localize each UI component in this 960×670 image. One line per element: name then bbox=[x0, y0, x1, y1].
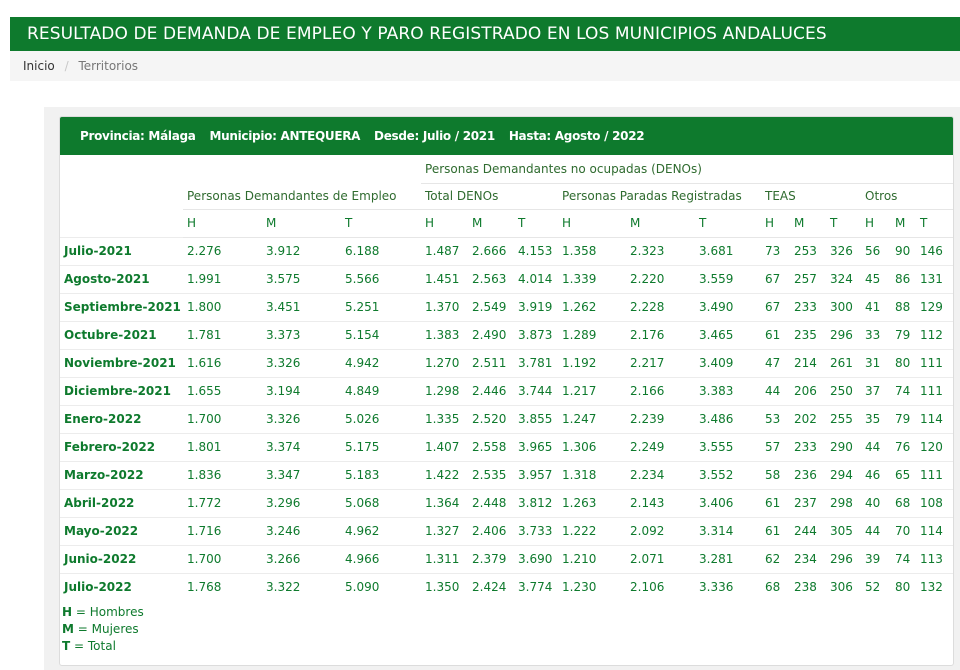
table-cell: 1.247 bbox=[558, 405, 626, 433]
row-month: Enero-2022 bbox=[60, 405, 183, 433]
table-row bbox=[60, 489, 954, 517]
denos-group-header: Personas Demandantes no ocupadas (DENOs) bbox=[421, 155, 954, 183]
table-cell: 5.068 bbox=[341, 489, 421, 517]
table-cell: 113 bbox=[916, 545, 954, 573]
table-cell: 90 bbox=[891, 237, 916, 265]
table-cell: 3.347 bbox=[262, 461, 341, 489]
table-cell: 47 bbox=[761, 349, 790, 377]
table-cell: 112 bbox=[916, 321, 954, 349]
table-cell: 238 bbox=[790, 573, 826, 601]
content-area bbox=[44, 107, 960, 670]
table-cell: 74 bbox=[891, 377, 916, 405]
table-cell: 3.451 bbox=[262, 293, 341, 321]
table-cell: 244 bbox=[790, 517, 826, 545]
table-cell: 4.966 bbox=[341, 545, 421, 573]
table-cell: 2.217 bbox=[626, 349, 695, 377]
desde-label: Desde: Julio / 2021 bbox=[374, 129, 495, 143]
table-row bbox=[60, 377, 954, 405]
table-cell: 2.446 bbox=[468, 377, 514, 405]
table-cell: 35 bbox=[861, 405, 891, 433]
table-cell: 1.700 bbox=[183, 405, 262, 433]
table-cell: 3.326 bbox=[262, 405, 341, 433]
table-cell: 1.700 bbox=[183, 545, 262, 573]
table-cell: 56 bbox=[861, 237, 891, 265]
table-cell: 2.535 bbox=[468, 461, 514, 489]
table-cell: 305 bbox=[826, 517, 861, 545]
table-cell: 1.716 bbox=[183, 517, 262, 545]
table-cell: 2.234 bbox=[626, 461, 695, 489]
table-cell: 1.230 bbox=[558, 573, 626, 601]
table-cell: 257 bbox=[790, 265, 826, 293]
table-cell: 3.681 bbox=[695, 237, 761, 265]
table-cell: 3.322 bbox=[262, 573, 341, 601]
table-cell: 2.323 bbox=[626, 237, 695, 265]
column-header-13: M bbox=[891, 209, 916, 237]
table-cell: 67 bbox=[761, 265, 790, 293]
table-cell: 2.276 bbox=[183, 237, 262, 265]
table-row bbox=[60, 293, 954, 321]
table-cell: 236 bbox=[790, 461, 826, 489]
table-cell: 1.655 bbox=[183, 377, 262, 405]
table-cell: 33 bbox=[861, 321, 891, 349]
table-cell: 129 bbox=[916, 293, 954, 321]
table-cell: 39 bbox=[861, 545, 891, 573]
table-cell: 3.690 bbox=[514, 545, 558, 573]
table-cell: 1.781 bbox=[183, 321, 262, 349]
legend-text: = Total bbox=[70, 639, 116, 653]
table-cell: 1.370 bbox=[421, 293, 468, 321]
table-cell: 253 bbox=[790, 237, 826, 265]
table-cell: 1.358 bbox=[558, 237, 626, 265]
table-cell: 111 bbox=[916, 349, 954, 377]
column-header-2: T bbox=[341, 209, 421, 237]
table-cell: 3.486 bbox=[695, 405, 761, 433]
table-cell: 5.090 bbox=[341, 573, 421, 601]
column-header-3: H bbox=[421, 209, 468, 237]
table-cell: 3.194 bbox=[262, 377, 341, 405]
table-cell: 67 bbox=[761, 293, 790, 321]
table-cell: 3.336 bbox=[695, 573, 761, 601]
teas-header: TEAS bbox=[761, 183, 861, 209]
table-cell: 1.451 bbox=[421, 265, 468, 293]
legend-text: = Hombres bbox=[72, 605, 144, 619]
table-cell: 61 bbox=[761, 517, 790, 545]
otros-header: Otros bbox=[861, 183, 954, 209]
column-header-6: H bbox=[558, 209, 626, 237]
table-cell: 79 bbox=[891, 405, 916, 433]
paradas-header: Personas Paradas Registradas bbox=[558, 183, 761, 209]
table-cell: 300 bbox=[826, 293, 861, 321]
table-cell: 80 bbox=[891, 349, 916, 377]
table-cell: 65 bbox=[891, 461, 916, 489]
table-cell: 3.374 bbox=[262, 433, 341, 461]
results-table bbox=[60, 155, 954, 601]
table-cell: 5.154 bbox=[341, 321, 421, 349]
provincia-label: Provincia: Málaga bbox=[80, 129, 196, 143]
table-cell: 3.781 bbox=[514, 349, 558, 377]
row-month: Junio-2022 bbox=[60, 545, 183, 573]
table-cell: 2.092 bbox=[626, 517, 695, 545]
table-cell: 3.873 bbox=[514, 321, 558, 349]
table-cell: 306 bbox=[826, 573, 861, 601]
table-cell: 41 bbox=[861, 293, 891, 321]
table-cell: 2.563 bbox=[468, 265, 514, 293]
table-row bbox=[60, 573, 954, 601]
row-month: Julio-2022 bbox=[60, 573, 183, 601]
table-cell: 5.183 bbox=[341, 461, 421, 489]
table-cell: 68 bbox=[891, 489, 916, 517]
table-cell: 235 bbox=[790, 321, 826, 349]
column-header-14: T bbox=[916, 209, 954, 237]
table-cell: 6.188 bbox=[341, 237, 421, 265]
total-denos-header: Total DENOs bbox=[421, 183, 558, 209]
table-cell: 1.318 bbox=[558, 461, 626, 489]
table-cell: 3.855 bbox=[514, 405, 558, 433]
row-month: Agosto-2021 bbox=[60, 265, 183, 293]
column-header-5: T bbox=[514, 209, 558, 237]
table-cell: 1.263 bbox=[558, 489, 626, 517]
table-cell: 3.559 bbox=[695, 265, 761, 293]
table-cell: 2.511 bbox=[468, 349, 514, 377]
table-cell: 1.222 bbox=[558, 517, 626, 545]
table-cell: 1.487 bbox=[421, 237, 468, 265]
table-cell: 3.266 bbox=[262, 545, 341, 573]
column-header-8: T bbox=[695, 209, 761, 237]
table-cell: 1.262 bbox=[558, 293, 626, 321]
table-cell: 3.965 bbox=[514, 433, 558, 461]
table-cell: 5.026 bbox=[341, 405, 421, 433]
table-row bbox=[60, 545, 954, 573]
table-cell: 62 bbox=[761, 545, 790, 573]
table-row bbox=[60, 461, 954, 489]
table-row bbox=[60, 265, 954, 293]
table-cell: 233 bbox=[790, 433, 826, 461]
municipio-label: Municipio: ANTEQUERA bbox=[209, 129, 361, 143]
table-cell: 5.175 bbox=[341, 433, 421, 461]
table-cell: 111 bbox=[916, 377, 954, 405]
table-cell: 296 bbox=[826, 321, 861, 349]
table-cell: 46 bbox=[861, 461, 891, 489]
table-cell: 5.566 bbox=[341, 265, 421, 293]
breadcrumb-separator: / bbox=[64, 59, 69, 73]
legend-key: M bbox=[62, 622, 74, 636]
table-cell: 2.106 bbox=[626, 573, 695, 601]
table-cell: 3.314 bbox=[695, 517, 761, 545]
table-cell: 3.575 bbox=[262, 265, 341, 293]
table-cell: 3.246 bbox=[262, 517, 341, 545]
column-header-9: H bbox=[761, 209, 790, 237]
table-cell: 79 bbox=[891, 321, 916, 349]
table-cell: 4.849 bbox=[341, 377, 421, 405]
table-cell: 44 bbox=[761, 377, 790, 405]
table-cell: 108 bbox=[916, 489, 954, 517]
table-cell: 5.251 bbox=[341, 293, 421, 321]
table-cell: 290 bbox=[826, 433, 861, 461]
legend bbox=[62, 604, 144, 655]
table-cell: 3.552 bbox=[695, 461, 761, 489]
table-cell: 1.327 bbox=[421, 517, 468, 545]
table-cell: 3.812 bbox=[514, 489, 558, 517]
row-month: Noviembre-2021 bbox=[60, 349, 183, 377]
table-cell: 3.406 bbox=[695, 489, 761, 517]
row-month: Diciembre-2021 bbox=[60, 377, 183, 405]
table-cell: 2.071 bbox=[626, 545, 695, 573]
table-cell: 2.220 bbox=[626, 265, 695, 293]
table-cell: 3.373 bbox=[262, 321, 341, 349]
table-cell: 40 bbox=[861, 489, 891, 517]
table-cell: 1.364 bbox=[421, 489, 468, 517]
table-cell: 76 bbox=[891, 433, 916, 461]
table-cell: 70 bbox=[891, 517, 916, 545]
table-cell: 234 bbox=[790, 545, 826, 573]
table-cell: 326 bbox=[826, 237, 861, 265]
table-cell: 3.465 bbox=[695, 321, 761, 349]
table-cell: 45 bbox=[861, 265, 891, 293]
row-month: Febrero-2022 bbox=[60, 433, 183, 461]
table-cell: 2.448 bbox=[468, 489, 514, 517]
table-cell: 61 bbox=[761, 321, 790, 349]
table-cell: 80 bbox=[891, 573, 916, 601]
table-cell: 1.350 bbox=[421, 573, 468, 601]
hasta-label: Hasta: Agosto / 2022 bbox=[508, 129, 645, 143]
table-cell: 1.991 bbox=[183, 265, 262, 293]
table-cell: 1.339 bbox=[558, 265, 626, 293]
table-cell: 4.962 bbox=[341, 517, 421, 545]
table-cell: 3.555 bbox=[695, 433, 761, 461]
table-cell: 255 bbox=[826, 405, 861, 433]
row-month: Abril-2022 bbox=[60, 489, 183, 517]
table-cell: 3.919 bbox=[514, 293, 558, 321]
legend-item bbox=[62, 638, 144, 655]
row-month: Mayo-2022 bbox=[60, 517, 183, 545]
column-header-12: H bbox=[861, 209, 891, 237]
table-cell: 1.217 bbox=[558, 377, 626, 405]
filter-summary bbox=[60, 117, 953, 155]
table-cell: 73 bbox=[761, 237, 790, 265]
table-cell: 74 bbox=[891, 545, 916, 573]
table-cell: 57 bbox=[761, 433, 790, 461]
table-row bbox=[60, 349, 954, 377]
table-cell: 206 bbox=[790, 377, 826, 405]
table-cell: 44 bbox=[861, 517, 891, 545]
table-row bbox=[60, 517, 954, 545]
table-cell: 31 bbox=[861, 349, 891, 377]
row-month: Septiembre-2021 bbox=[60, 293, 183, 321]
table-cell: 2.176 bbox=[626, 321, 695, 349]
table-cell: 1.836 bbox=[183, 461, 262, 489]
demandantes-header: Personas Demandantes de Empleo bbox=[183, 183, 421, 209]
breadcrumb bbox=[10, 51, 960, 81]
table-cell: 3.281 bbox=[695, 545, 761, 573]
table-cell: 3.733 bbox=[514, 517, 558, 545]
legend-key: T bbox=[62, 639, 71, 653]
table-cell: 146 bbox=[916, 237, 954, 265]
table-cell: 324 bbox=[826, 265, 861, 293]
table-cell: 2.549 bbox=[468, 293, 514, 321]
table-cell: 132 bbox=[916, 573, 954, 601]
table-cell: 3.383 bbox=[695, 377, 761, 405]
table-cell: 1.383 bbox=[421, 321, 468, 349]
table-cell: 237 bbox=[790, 489, 826, 517]
table-cell: 1.422 bbox=[421, 461, 468, 489]
table-cell: 1.311 bbox=[421, 545, 468, 573]
table-cell: 296 bbox=[826, 545, 861, 573]
table-cell: 202 bbox=[790, 405, 826, 433]
table-cell: 1.289 bbox=[558, 321, 626, 349]
page-title: RESULTADO DE DEMANDA DE EMPLEO Y PARO REGISTRADO EN LOS MUNICIPIOS ANDALUCES bbox=[27, 24, 827, 44]
table-cell: 261 bbox=[826, 349, 861, 377]
row-month: Julio-2021 bbox=[60, 237, 183, 265]
column-header-1: M bbox=[262, 209, 341, 237]
table-cell: 3.957 bbox=[514, 461, 558, 489]
table-row bbox=[60, 321, 954, 349]
table-cell: 2.239 bbox=[626, 405, 695, 433]
table-cell: 2.424 bbox=[468, 573, 514, 601]
table-cell: 131 bbox=[916, 265, 954, 293]
table-cell: 214 bbox=[790, 349, 826, 377]
table-cell: 111 bbox=[916, 461, 954, 489]
table-cell: 88 bbox=[891, 293, 916, 321]
table-cell: 3.490 bbox=[695, 293, 761, 321]
column-header-11: T bbox=[826, 209, 861, 237]
table-row bbox=[60, 237, 954, 265]
table-cell: 2.666 bbox=[468, 237, 514, 265]
table-cell: 86 bbox=[891, 265, 916, 293]
table-cell: 2.520 bbox=[468, 405, 514, 433]
table-cell: 2.406 bbox=[468, 517, 514, 545]
breadcrumb-current: Territorios bbox=[78, 59, 139, 73]
legend-text: = Mujeres bbox=[73, 622, 139, 636]
table-cell: 233 bbox=[790, 293, 826, 321]
legend-item bbox=[62, 604, 144, 621]
table-cell: 3.409 bbox=[695, 349, 761, 377]
table-cell: 37 bbox=[861, 377, 891, 405]
legend-item bbox=[62, 621, 144, 638]
breadcrumb-home-link[interactable]: Inicio bbox=[23, 59, 55, 73]
table-cell: 120 bbox=[916, 433, 954, 461]
table-cell: 1.210 bbox=[558, 545, 626, 573]
table-cell: 1.801 bbox=[183, 433, 262, 461]
table-cell: 3.912 bbox=[262, 237, 341, 265]
table-cell: 298 bbox=[826, 489, 861, 517]
column-header-4: M bbox=[468, 209, 514, 237]
table-cell: 1.800 bbox=[183, 293, 262, 321]
table-row bbox=[60, 405, 954, 433]
page-title-bar bbox=[10, 17, 960, 51]
table-cell: 53 bbox=[761, 405, 790, 433]
table-cell: 114 bbox=[916, 405, 954, 433]
table-cell: 3.296 bbox=[262, 489, 341, 517]
table-cell: 2.249 bbox=[626, 433, 695, 461]
table-cell: 1.772 bbox=[183, 489, 262, 517]
table-cell: 1.298 bbox=[421, 377, 468, 405]
table-cell: 2.143 bbox=[626, 489, 695, 517]
table-cell: 68 bbox=[761, 573, 790, 601]
table-cell: 3.744 bbox=[514, 377, 558, 405]
table-cell: 3.326 bbox=[262, 349, 341, 377]
table-cell: 44 bbox=[861, 433, 891, 461]
table-cell: 2.228 bbox=[626, 293, 695, 321]
table-cell: 61 bbox=[761, 489, 790, 517]
table-cell: 1.192 bbox=[558, 349, 626, 377]
table-cell: 250 bbox=[826, 377, 861, 405]
table-cell: 2.490 bbox=[468, 321, 514, 349]
table-cell: 4.153 bbox=[514, 237, 558, 265]
legend-key: H bbox=[62, 605, 73, 619]
table-cell: 2.166 bbox=[626, 377, 695, 405]
column-header-10: M bbox=[790, 209, 826, 237]
row-month: Marzo-2022 bbox=[60, 461, 183, 489]
table-cell: 2.379 bbox=[468, 545, 514, 573]
column-header-7: M bbox=[626, 209, 695, 237]
table-cell: 1.270 bbox=[421, 349, 468, 377]
table-cell: 1.306 bbox=[558, 433, 626, 461]
table-cell: 58 bbox=[761, 461, 790, 489]
table-cell: 4.014 bbox=[514, 265, 558, 293]
table-cell: 52 bbox=[861, 573, 891, 601]
table-cell: 1.616 bbox=[183, 349, 262, 377]
table-cell: 1.335 bbox=[421, 405, 468, 433]
table-cell: 3.774 bbox=[514, 573, 558, 601]
table-cell: 114 bbox=[916, 517, 954, 545]
table-cell: 2.558 bbox=[468, 433, 514, 461]
row-month: Octubre-2021 bbox=[60, 321, 183, 349]
table-cell: 294 bbox=[826, 461, 861, 489]
results-panel bbox=[59, 116, 954, 666]
table-cell: 1.768 bbox=[183, 573, 262, 601]
table-row bbox=[60, 433, 954, 461]
column-header-0: H bbox=[183, 209, 262, 237]
table-cell: 1.407 bbox=[421, 433, 468, 461]
table-cell: 4.942 bbox=[341, 349, 421, 377]
